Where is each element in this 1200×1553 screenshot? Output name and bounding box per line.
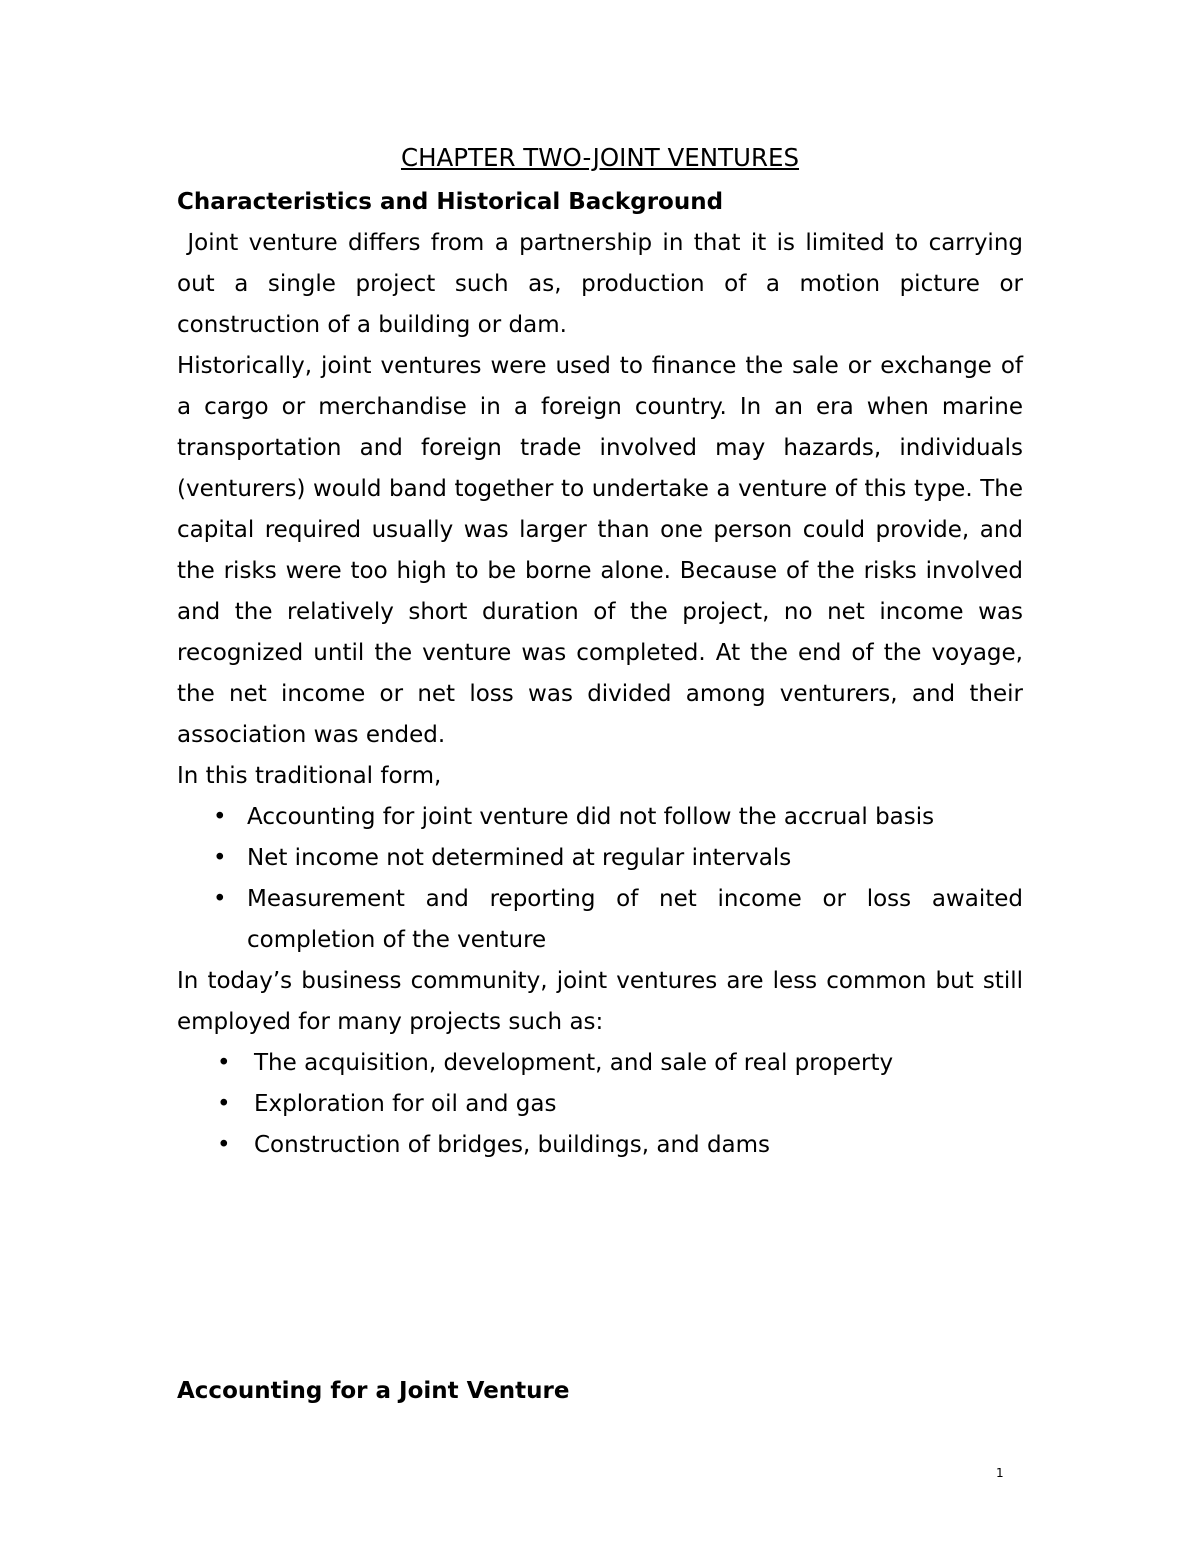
paragraph-history: Historically, joint ventures were used to finance the sale or exchange of a cargo or merchandise in a foreign country. In an era when marine transportation and foreign trade involved may hazards, individuals (venturers) would band together to undertake a venture of this type. The capital required usually was larger than one person could provide, and the risks were too high to be borne alone. Because of the risks involved and the relatively short duration of the project, no net income was recognized until the venture was completed. At the end of the voyage, the net income or net loss was divided among venturers, and their association was ended. bbox=[177, 353, 1023, 748]
bullet-icon: • bbox=[213, 845, 227, 871]
paragraph-traditional-form: In this traditional form, bbox=[177, 763, 442, 789]
list-item-text: Construction of bridges, buildings, and dams bbox=[254, 1132, 771, 1158]
page-number: 1 bbox=[996, 1466, 1004, 1480]
section-heading-characteristics: Characteristics and Historical Background bbox=[177, 189, 724, 215]
chapter-title: CHAPTER TWO-JOINT VENTURES bbox=[400, 143, 800, 172]
page-content bbox=[177, 138, 1031, 1166]
bullet-icon: • bbox=[217, 1091, 231, 1117]
list-item-text: Measurement and reporting of net income or loss awaited completion of the venture bbox=[247, 886, 1023, 953]
paragraph-todays-business: In today’s business community, joint ventures are less common but still employed for many projects such as: bbox=[177, 968, 1023, 1035]
list-item bbox=[177, 1043, 1023, 1084]
bullet-icon: • bbox=[213, 804, 227, 830]
bullet-icon: • bbox=[217, 1050, 231, 1076]
list-item bbox=[177, 879, 1023, 961]
section-heading-accounting: Accounting for a Joint Venture bbox=[177, 1378, 570, 1404]
list-item bbox=[177, 797, 1023, 838]
list-item-text: Net income not determined at regular intervals bbox=[247, 845, 792, 871]
projects-list bbox=[177, 1043, 1023, 1166]
paragraph-definition: Joint venture differs from a partnership in that it is limited to carrying out a single project such as, production of a motion picture or construction of a building or dam. bbox=[177, 230, 1031, 338]
list-item bbox=[177, 1084, 1023, 1125]
list-item-text: The acquisition, development, and sale of real property bbox=[254, 1050, 894, 1076]
traditional-form-list bbox=[177, 797, 1023, 961]
list-item-text: Accounting for joint venture did not follow the accrual basis bbox=[247, 804, 935, 830]
list-item-text: Exploration for oil and gas bbox=[254, 1091, 557, 1117]
list-item bbox=[177, 1125, 1023, 1166]
bullet-icon: • bbox=[217, 1132, 231, 1158]
list-item bbox=[177, 838, 1023, 879]
bullet-icon: • bbox=[213, 886, 227, 912]
